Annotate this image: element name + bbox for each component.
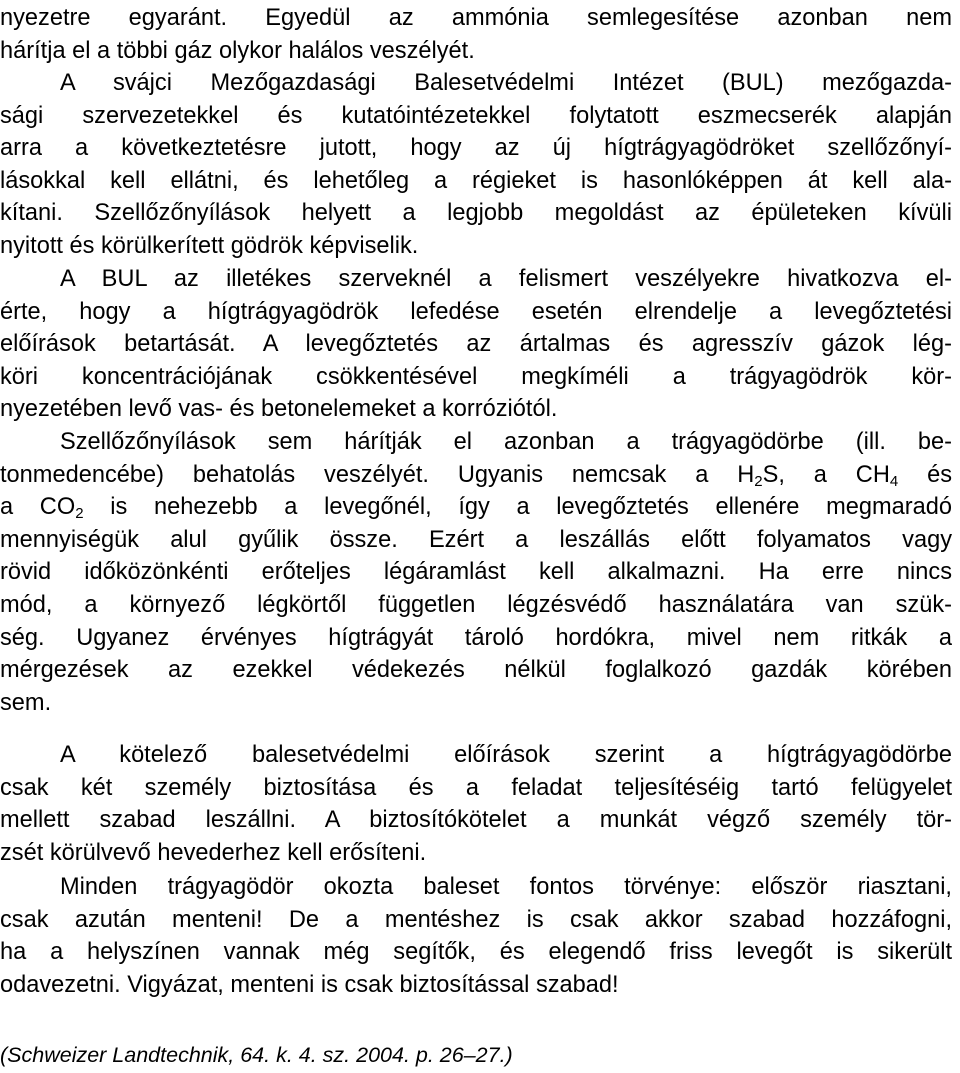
text-line: zsét körülvevő hevederhez kell erősíteni. <box>0 839 427 866</box>
text-line: mellett szabad leszállni. A biztosítókötelet a munkát végző személy tör- <box>0 807 952 834</box>
source-citation: (Schweizer Landtechnik, 64. k. 4. sz. 2004. p. 26–27.) <box>0 1043 513 1067</box>
text-line: mennyiségük alul gyűlik össze. Ezért a leszállás előtt folyamatos vagy <box>0 526 952 553</box>
text-line: köri koncentrációjának csökkentésével megkíméli a trágyagödrök kör- <box>0 363 952 390</box>
subscript: 2 <box>75 505 84 523</box>
text-line: ség. Ugyanez érvényes hígtrágyát tároló hordókra, mivel nem ritkák a <box>0 624 952 651</box>
paragraph-4 <box>0 426 952 719</box>
text-fragment: a CO <box>0 494 76 521</box>
text-line: csak két személy biztosítása és a feladat teljesítéséig tartó felügyelet <box>0 774 952 801</box>
subscript: 4 <box>889 472 899 490</box>
text-line: sem. <box>0 689 52 716</box>
paragraph-1 <box>0 2 952 67</box>
text-line: előírások betartását. A levegőztetés az ártalmas és agresszív gázok lég- <box>0 331 952 358</box>
paragraph-6 <box>0 871 952 1001</box>
text-line: sági szervezetekkel és kutatóintézetekkel folytatott eszmecserék alapján <box>0 102 952 129</box>
text-line: hárítja el a többi gáz olykor halálos veszélyét. <box>0 37 475 64</box>
text-line: odavezetni. Vigyázat, menteni is csak biztosítással szabad! <box>0 971 619 998</box>
paragraph-5 <box>0 739 952 869</box>
text-line: Minden trágyagödör okozta baleset fontos törvénye: először riasztani, <box>60 874 952 900</box>
text-line: A kötelező balesetvédelmi előírások szerint a hígtrágyagödörbe <box>60 742 952 768</box>
text-line <box>0 491 952 524</box>
text-line: csak azután menteni! De a mentéshez is csak akkor szabad hozzáfogni, <box>0 906 952 933</box>
paragraph-2 <box>0 67 952 263</box>
text-fragment: is nehezebb a levegőnél, így a levegőztetés ellenére megmaradó <box>83 494 952 521</box>
subscript: 2 <box>754 472 763 490</box>
text-line: érte, hogy a hígtrágyagödrök lefedése esetén elrendelje a levegőztetési <box>0 298 952 325</box>
text-line: rövid időközönkénti erőteljes légáramlást kell alkalmazni. Ha erre nincs <box>0 559 952 586</box>
text-line: ha a helyszínen vannak még segítők, és elegendő friss levegőt is sikerült <box>0 939 952 966</box>
text-line <box>0 459 952 492</box>
text-fragment: tonmedencébe) behatolás veszélyét. Ugyanis nemcsak a H <box>0 461 755 488</box>
text-line: arra a következtetésre jutott, hogy az új hígtrágyagödröket szellőzőnyí- <box>0 135 952 162</box>
text-line: kítani. Szellőzőnyílások helyett a legjobb megoldást az épületeken kívüli <box>0 200 952 227</box>
text-line: lásokkal kell ellátni, és lehetőleg a régieket is hasonlóképpen át kell ala- <box>0 167 952 194</box>
text-line: A svájci Mezőgazdasági Balesetvédelmi Intézet (BUL) mezőgazda- <box>60 70 952 96</box>
text-line: nyitott és körülkerített gödrök képviselik. <box>0 232 419 259</box>
text-line: A BUL az illetékes szerveknél a felismert veszélyekre hivatkozva el- <box>60 266 952 292</box>
text-line: mód, a környező légkörtől független légzésvédő használatára van szük- <box>0 591 952 618</box>
text-fragment: S, a CH <box>762 461 890 488</box>
text-line: mérgezések az ezekkel védekezés nélkül foglalkozó gazdák körében <box>0 657 952 684</box>
text-line: Szellőzőnyílások sem hárítják el azonban a trágyagödörbe (ill. be- <box>60 429 952 455</box>
paragraph-3 <box>0 263 952 426</box>
text-line: nyezetében levő vas- és betonelemeket a korróziótól. <box>0 396 558 423</box>
text-fragment: és <box>898 461 952 488</box>
text-line: nyezetre egyaránt. Egyedül az ammónia semlegesítése azonban nem <box>0 5 952 31</box>
